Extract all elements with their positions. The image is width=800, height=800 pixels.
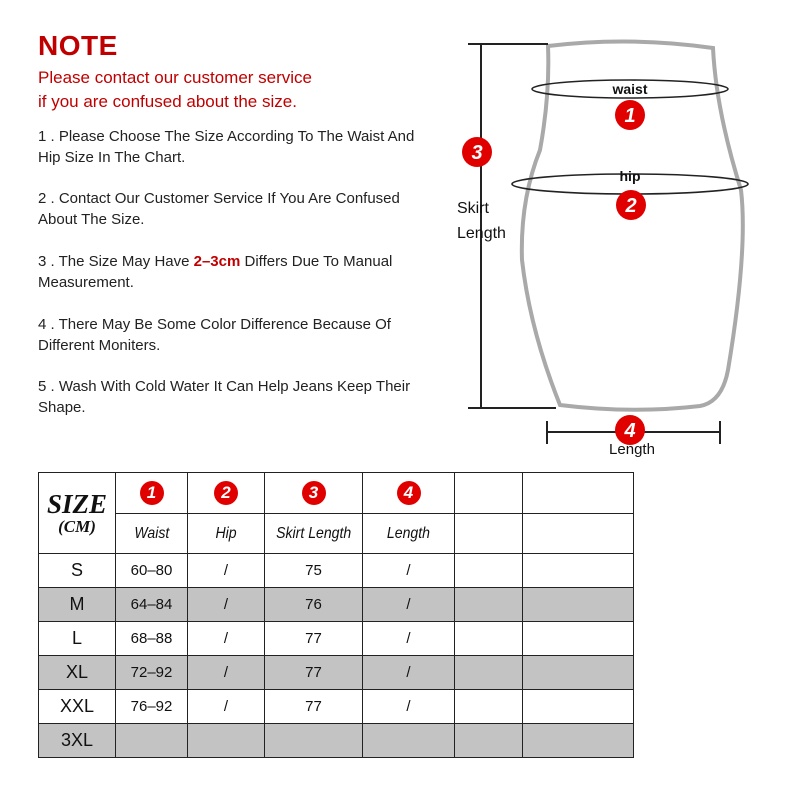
waist-cell: 60–80 [116, 554, 188, 588]
empty-cell [523, 622, 634, 656]
table-row [39, 690, 634, 724]
skirt-length-cell: 77 [265, 622, 363, 656]
empty-cell [455, 656, 523, 690]
length-cell: / [363, 656, 455, 690]
waist-cell: 76–92 [116, 690, 188, 724]
skirt-length-label-line-2: Length [457, 225, 506, 242]
size-cell: M [39, 588, 116, 622]
waist-cell: 64–84 [116, 588, 188, 622]
length-cell: / [363, 690, 455, 724]
skirt-length-cell: 77 [265, 656, 363, 690]
empty-cell [523, 473, 634, 514]
tip-5: 5 . Wash With Cold Water It Can Help Jeans Keep Their Shape. [38, 378, 411, 416]
hip-label: hip [619, 168, 641, 184]
note-title: NOTE [38, 30, 118, 61]
empty-cell [523, 690, 634, 724]
size-chart-table [38, 472, 634, 758]
size-cell: L [39, 622, 116, 656]
size-cell: 3XL [39, 724, 116, 758]
badge-2-icon [616, 190, 646, 220]
badge-1-icon [615, 100, 645, 130]
empty-cell [523, 724, 634, 758]
empty-cell [523, 554, 634, 588]
table-header-row [39, 473, 634, 514]
svg-text:3: 3 [471, 142, 483, 164]
badge-3-icon [462, 137, 492, 167]
size-cell: XXL [39, 690, 116, 724]
unit-label: (CM) [58, 517, 96, 536]
empty-cell [455, 622, 523, 656]
empty-cell [523, 588, 634, 622]
empty-cell [455, 724, 523, 758]
table-row [39, 724, 634, 758]
skirt-length-cell [265, 724, 363, 758]
empty-cell [455, 588, 523, 622]
header-badge-cell [116, 473, 188, 514]
hip-cell [188, 724, 265, 758]
skirt-length-cell: 77 [265, 690, 363, 724]
tip-3-highlight: 2–3cm [193, 253, 241, 270]
badge-3-icon: 3 [302, 481, 326, 505]
empty-cell [523, 656, 634, 690]
svg-text:1: 1 [624, 105, 636, 127]
header-hip: Hip [188, 514, 265, 554]
badge-1-icon: 1 [140, 481, 164, 505]
header-badge-cell [188, 473, 265, 514]
empty-cell [455, 690, 523, 724]
length-cell [363, 724, 455, 758]
svg-text:2: 2 [625, 195, 637, 217]
waist-label: waist [612, 81, 648, 97]
table-row [39, 622, 634, 656]
tip-3 [38, 251, 428, 293]
tip-2: 2 . Contact Our Customer Service If You Are Confused About The Size. [38, 190, 400, 228]
length-cell: / [363, 588, 455, 622]
tip-3-pre: 3 . The Size May Have [38, 253, 194, 270]
skirt-measurement-diagram [440, 30, 760, 470]
length-cell: / [363, 622, 455, 656]
tip-4: 4 . There May Be Some Color Difference Because Of Different Moniters. [38, 316, 391, 354]
table-header-labels-row [39, 514, 634, 554]
length-cell: / [363, 554, 455, 588]
size-label: SIZE [46, 489, 108, 519]
size-cell: S [39, 554, 116, 588]
size-unit-header [39, 473, 116, 554]
skirt-length-cell: 76 [265, 588, 363, 622]
table-row [39, 588, 634, 622]
hip-cell: / [188, 656, 265, 690]
hip-cell: / [188, 690, 265, 724]
waist-cell: 68–88 [116, 622, 188, 656]
tip-3-post: Differs Due To Manual Measurement. [38, 253, 393, 291]
svg-text:4: 4 [624, 420, 636, 442]
skirt-length-label-line-1: Skirt [457, 200, 489, 217]
header-badge-cell [363, 473, 455, 514]
empty-cell [523, 514, 634, 554]
hip-cell: / [188, 588, 265, 622]
header-waist: Waist [116, 514, 188, 554]
empty-cell [455, 514, 523, 554]
hip-cell: / [188, 622, 265, 656]
badge-4-icon: 4 [397, 481, 421, 505]
header-badge-cell [265, 473, 363, 514]
hip-cell: / [188, 554, 265, 588]
length-label: Length [609, 441, 655, 458]
table-row [39, 656, 634, 690]
note-subtitle-line-2: if you are confused about the size. [38, 92, 297, 111]
badge-2-icon: 2 [214, 481, 238, 505]
skirt-length-cell: 75 [265, 554, 363, 588]
header-length: Length [363, 514, 455, 554]
table-row [39, 554, 634, 588]
header-skirt-length: Skirt Length [265, 514, 363, 554]
waist-cell [116, 724, 188, 758]
empty-cell [455, 473, 523, 514]
empty-cell [455, 554, 523, 588]
note-subtitle-line-1: Please contact our customer service [38, 68, 313, 87]
tip-1: 1 . Please Choose The Size According To The Waist And Hip Size In The Chart. [38, 128, 415, 166]
size-cell: XL [39, 656, 116, 690]
waist-cell: 72–92 [116, 656, 188, 690]
